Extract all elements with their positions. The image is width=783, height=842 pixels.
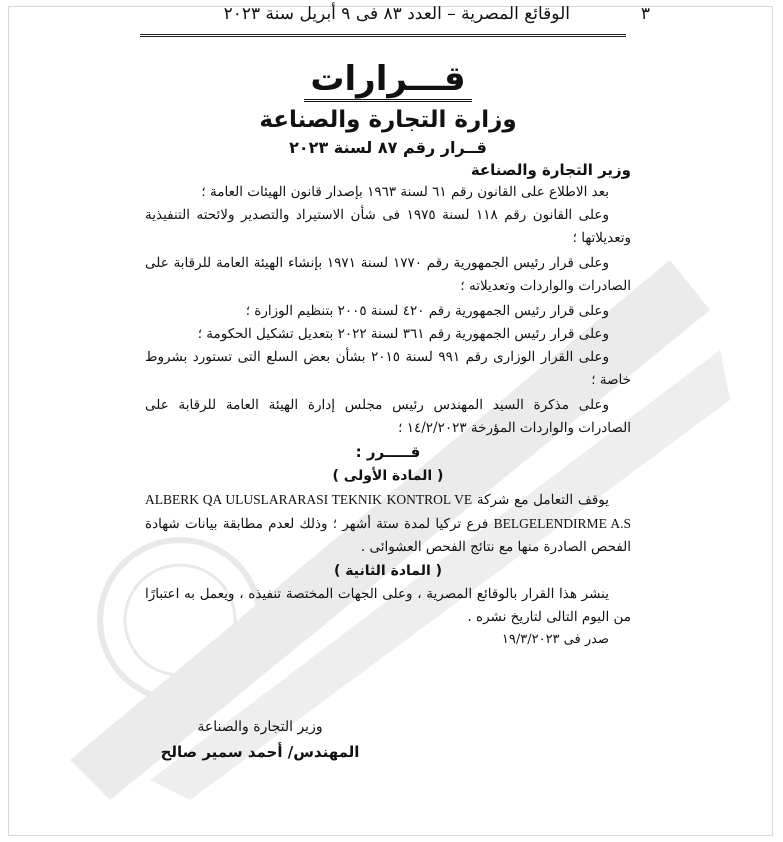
article-2-text: ينشر هذا القرار بالوقائع المصرية ، وعلى الجهات المختصة تنفيذه ، ويعمل به اعتبارًا من اليوم التالى لتاريخ نشره . [145,586,631,625]
decision-number: قــرار رقم ٨٧ لسنة ٢٠٢٣ [289,138,487,157]
running-title: الوقائع المصرية – العدد ٨٣ فى ٩ أبريل سنة ٢٠٢٣ [223,4,570,24]
signatory-name: المهندس/ أحمد سمير صالح [160,743,360,761]
article-2-heading: ( المادة الثانية ) [333,563,443,579]
preamble-item: وعلى مذكرة السيد المهندس رئيس مجلس إدارة الهيئة العامة للرقابة على الصادرات والواردات المؤرخة ١٤/٢/٢٠٢٣ ؛ [145,397,631,436]
preamble-item: وعلى قرار رئيس الجمهورية رقم ١٧٧٠ لسنة ١٩٧١ بإنشاء الهيئة العامة للرقابة على الصادرات والواردات وتعديلاته ؛ [145,255,631,294]
header-rule [140,34,626,37]
preamble-item: بعد الاطلاع على القانون رقم ٦١ لسنة ١٩٦٣ بإصدار قانون الهيئات العامة ؛ [201,184,609,200]
signature-block [150,715,370,765]
preamble-item: وعلى القانون رقم ١١٨ لسنة ١٩٧٥ فى شأن الاستيراد والتصدير ولائحته التنفيذية وتعديلاتها ؛ [145,207,631,246]
company-name-part2: KONTROL VE BELGELENDIRME A.S [386,492,632,531]
page-header [140,2,650,32]
decided-heading: قـــــرر : [355,443,421,461]
ministry-name: وزارة التجارة والصناعة [259,107,517,133]
minister-heading: وزير التجارة والصناعة [470,161,631,179]
preamble-item: وعلى قرار رئيس الجمهورية رقم ٤٢٠ لسنة ٢٠٠٥ بتنظيم الوزارة ؛ [245,303,609,319]
page-title: قـــرارات [145,55,631,103]
signatory-title: وزير التجارة والصناعة [197,719,323,735]
preamble-item: وعلى قرار رئيس الجمهورية رقم ٣٦١ لسنة ٢٠٢٢ بتعديل تشكيل الحكومة ؛ [197,326,609,342]
article-1-heading: ( المادة الأولى ) [332,468,444,484]
preamble-item: وعلى القرار الوزارى رقم ٩٩١ لسنة ٢٠١٥ بشأن بعض السلع التى تستورد بشروط خاصة ؛ [145,349,631,388]
company-name-part1: ALBERK QA ULUSLARARASI TEKNIK [145,492,382,507]
page-number: ٣ [640,4,650,24]
document-body [145,55,631,651]
article-1-text: يوقف التعامل مع شركة ALBERK QA ULUSLARARASI TEKNIK KONTROL VE BELGELENDIRME A.S فرع تركيا لمدة ستة أشهر ؛ وذلك لعدم مطابقة بيانات شهادة الفحص الصادرة منها مع نتائج الفحص العشوائى . [145,492,632,555]
issue-date: صدر فى ١٩/٣/٢٠٢٣ [501,632,609,647]
